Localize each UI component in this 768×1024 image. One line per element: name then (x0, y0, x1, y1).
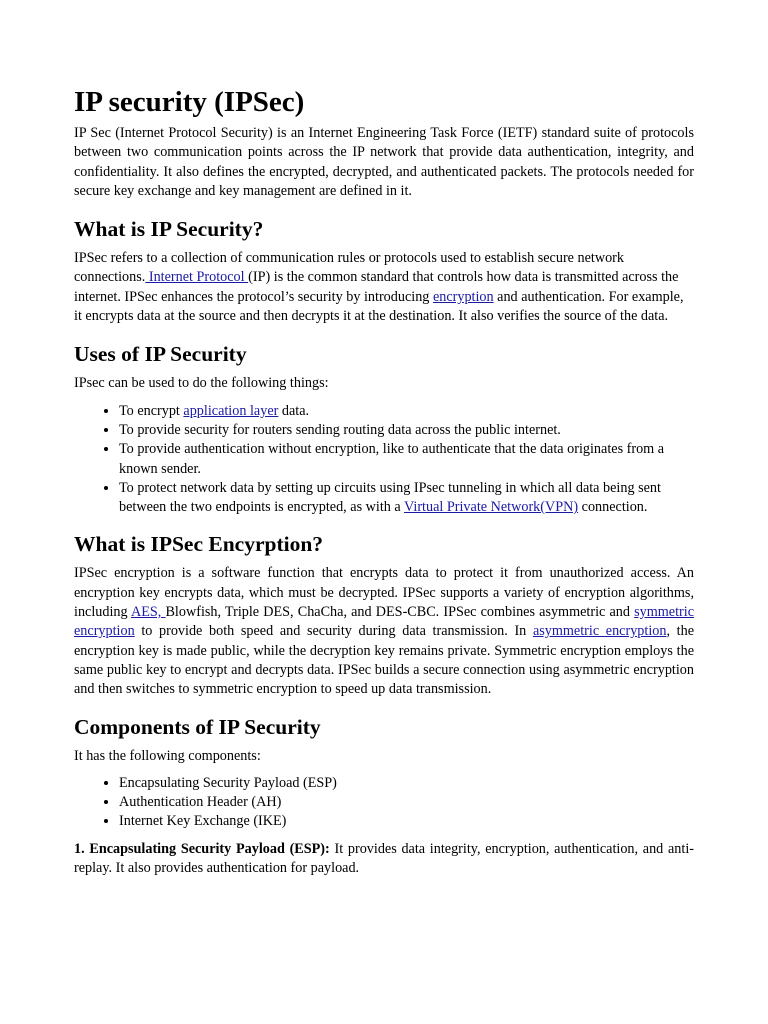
uses-intro: IPsec can be used to do the following things: (74, 375, 329, 392)
page-title: IP security (IPSec) (74, 86, 305, 118)
esp-text: It provides data integrity, encryption, authentication, and anti-replay. It also provides authentication for payload. (74, 840, 695, 877)
uses-item1-text-b: data. (278, 402, 310, 419)
list-item: • To provide security for routers sending routing data across the public internet. (119, 421, 694, 440)
uses-item1-text-a: To encrypt (119, 402, 184, 419)
heading-uses-of-ip-security: Uses of IP Security (74, 342, 247, 367)
list-item (119, 479, 694, 518)
list-item: • To provide authentication without encryption, like to authenticate that the data originates from a known sender. (119, 440, 694, 479)
components-intro: It has the following components: (74, 747, 261, 764)
heading-what-is-ip-security: What is IP Security? (74, 217, 264, 242)
uses-item4-text-a: To protect network data by setting up circuits using IPsec tunneling in which all data being sent between the two endpoints is encrypted, as with a (119, 479, 661, 516)
enc-text-d: , the encryption key is made public, while the decryption key remains private. Symmetric encryption employs the same public key to encrypt and decrypts data. IPSec builds a secure connection using asymmetric encryption and then switches to symmetric encryption to speed up data transmission. (74, 623, 694, 698)
link-symmetric-encryption[interactable]: symmetric encryption (74, 604, 694, 640)
list-item: • Authentication Header (AH) (119, 793, 694, 812)
what-paragraph (74, 249, 694, 326)
what-text-b: (IP) is the common standard that controls how data is transmitted across the internet. IPSec enhances the protocol’s security by introducing (74, 269, 679, 305)
enc-text-c: to provide both speed and security during data transmission. In (134, 623, 533, 640)
link-asymmetric-encryption[interactable]: asymmetric encryption (532, 623, 667, 640)
what-text-a: IPSec refers to a collection of communication rules or protocols used to establish secure network connections. (74, 250, 625, 286)
link-aes[interactable]: AES, (130, 604, 166, 621)
enc-text-b: Blowfish, Triple DES, ChaCha, and DES-CBC. IPSec combines asymmetric and (165, 604, 635, 621)
list-item: • Encapsulating Security Payload (ESP) (119, 774, 694, 793)
enc-text-a: IPSec encryption is a software function that encrypts data to protect it from unauthorized access. An encryption key encrypts data, which must be decrypted. IPSec supports a variety of encryption algorithms, including (74, 565, 694, 621)
list-item: • Internet Key Exchange (IKE) (119, 812, 694, 831)
link-encryption[interactable]: encryption (432, 288, 494, 305)
esp-label: 1. Encapsulating Security Payload (ESP): (74, 840, 330, 857)
link-application-layer[interactable]: application layer (183, 402, 279, 419)
uses-item4-text-b: connection. (578, 499, 648, 516)
link-vpn[interactable]: Virtual Private Network(VPN) (404, 499, 579, 516)
intro-paragraph: IP Sec (Internet Protocol Security) is an Internet Engineering Task Force (IETF) standard suite of protocols between two communication points across the IP network that provide data authentication, integrity, and confidentiality. It also defines the encrypted, decrypted, and authenticated packets. The protocols needed for secure key exchange and key management are defined in it. (74, 125, 694, 199)
link-internet-protocol[interactable]: Internet Protocol (145, 269, 249, 286)
esp-paragraph (74, 840, 694, 879)
list-item (119, 402, 694, 421)
heading-components: Components of IP Security (74, 714, 321, 739)
heading-ipsec-encryption: What is IPSec Encyrption? (74, 532, 324, 557)
components-list (74, 774, 694, 832)
encryption-paragraph (74, 564, 694, 699)
uses-list (74, 402, 694, 518)
what-text-c: and authentication. For example, it encrypts data at the source and then decrypts it at the destination. It also verifies the source of the data. (74, 288, 684, 325)
